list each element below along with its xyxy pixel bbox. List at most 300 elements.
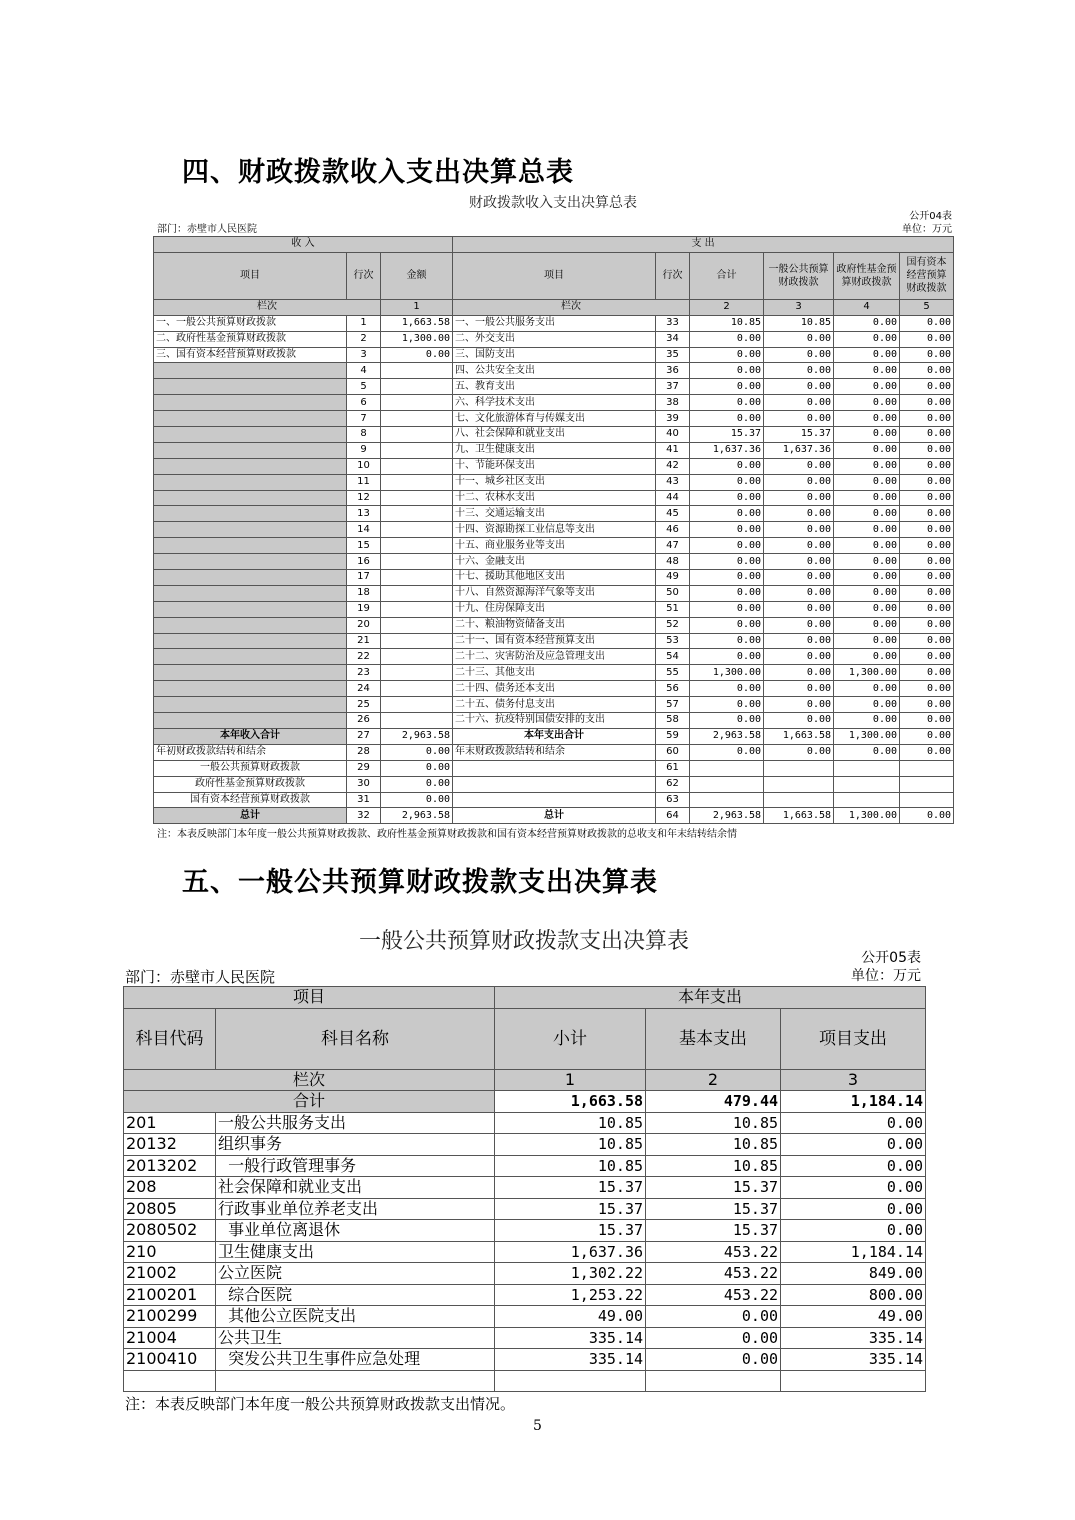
table-row: [154, 713, 954, 729]
table-row: [154, 649, 954, 665]
expense-item: 三、国防支出: [453, 347, 656, 363]
table-row: [154, 395, 954, 411]
basic-value: 453.22: [646, 1241, 781, 1263]
t2-dept: 部门：赤壁市人民医院: [125, 968, 276, 986]
table-row: [154, 554, 954, 570]
project-value: 0.00: [781, 1134, 926, 1156]
income-row-no: 30: [347, 776, 381, 792]
expense-general: 0.00: [764, 617, 834, 633]
t2-total-basic: 479.44: [646, 1091, 781, 1113]
income-item: 年初财政拨款结转和结余: [154, 744, 347, 760]
table-row: [154, 379, 954, 395]
t2-note: 注：本表反映部门本年度一般公共预算财政拨款支出情况。: [125, 1395, 516, 1413]
table-row: [154, 681, 954, 697]
subject-code: 210: [124, 1241, 216, 1263]
income-row-no: 1: [347, 315, 381, 331]
basic-value: 10.85: [646, 1155, 781, 1177]
table-row: [154, 442, 954, 458]
expense-fund: [834, 760, 900, 776]
expense-row-no: 55: [656, 665, 690, 681]
income-row-no: 16: [347, 554, 381, 570]
expense-total: 0.00: [690, 347, 764, 363]
col-total: 合计: [690, 252, 764, 299]
col-general: 一般公共预算财政拨款: [764, 252, 834, 299]
income-row-no: 22: [347, 649, 381, 665]
expense-general: [764, 776, 834, 792]
income-row-no: 15: [347, 538, 381, 554]
expense-total: 0.00: [690, 633, 764, 649]
income-item: [154, 490, 347, 506]
expense-item: 八、社会保障和就业支出: [453, 427, 656, 443]
expense-total: 0.00: [690, 617, 764, 633]
table-row: [154, 792, 954, 808]
income-header: 收 入: [154, 237, 453, 253]
expense-row-no: 49: [656, 570, 690, 586]
expense-general: 0.00: [764, 347, 834, 363]
expense-fund: 0.00: [834, 331, 900, 347]
expense-total: [690, 792, 764, 808]
expense-state: 0.00: [900, 490, 954, 506]
table-row: [154, 427, 954, 443]
expense-row-no: 59: [656, 728, 690, 744]
income-row-no: 24: [347, 681, 381, 697]
income-amount: 2,963.58: [381, 808, 453, 824]
expense-general: 0.00: [764, 585, 834, 601]
table-row: [124, 1155, 926, 1177]
empty-cell: [124, 1370, 216, 1392]
subject-name: 公共卫生: [216, 1327, 495, 1349]
subtotal-value: 335.14: [495, 1349, 646, 1371]
income-amount: [381, 363, 453, 379]
expense-state: 0.00: [900, 728, 954, 744]
expense-general: 0.00: [764, 681, 834, 697]
expense-total: 0.00: [690, 744, 764, 760]
income-row-no: 27: [347, 728, 381, 744]
table-row: [124, 1241, 926, 1263]
subject-code: 208: [124, 1177, 216, 1199]
income-row-no: 26: [347, 713, 381, 729]
income-item: [154, 379, 347, 395]
t2-item-header: 项目: [124, 987, 495, 1009]
income-item: 一、一般公共预算财政拨款: [154, 315, 347, 331]
table-row: [154, 347, 954, 363]
expense-state: 0.00: [900, 681, 954, 697]
expense-fund: 1,300.00: [834, 728, 900, 744]
expense-header: 支 出: [453, 237, 954, 253]
income-row-no: 11: [347, 474, 381, 490]
expense-state: 0.00: [900, 474, 954, 490]
t1-title: 财政拨款收入支出决算总表: [469, 195, 637, 211]
subtotal-value: 335.14: [495, 1327, 646, 1349]
expense-general: 0.00: [764, 665, 834, 681]
t2-col-subtotal: 小计: [495, 1008, 646, 1069]
expense-row-no: 60: [656, 744, 690, 760]
subject-code: 21004: [124, 1327, 216, 1349]
expense-row-no: 57: [656, 697, 690, 713]
income-item: 一般公共预算财政拨款: [154, 760, 347, 776]
income-item: [154, 617, 347, 633]
expense-row-no: 58: [656, 713, 690, 729]
expense-row-no: 47: [656, 538, 690, 554]
expense-item: 十、节能环保支出: [453, 458, 656, 474]
subject-name: 组织事务: [216, 1134, 495, 1156]
income-amount: 0.00: [381, 760, 453, 776]
expense-fund: 0.00: [834, 713, 900, 729]
subtotal-value: 10.85: [495, 1134, 646, 1156]
expense-item: 七、文化旅游体育与传媒支出: [453, 411, 656, 427]
subtotal-value: 15.37: [495, 1220, 646, 1242]
income-amount: [381, 713, 453, 729]
expense-state: 0.00: [900, 458, 954, 474]
table-row: [124, 1198, 926, 1220]
expense-general: [764, 760, 834, 776]
expense-general: 10.85: [764, 315, 834, 331]
expense-item: 十五、商业服务业等支出: [453, 538, 656, 554]
expense-row-no: 52: [656, 617, 690, 633]
table-row: [154, 776, 954, 792]
expense-item: 二十四、债务还本支出: [453, 681, 656, 697]
expense-fund: 1,300.00: [834, 808, 900, 824]
expense-state: 0.00: [900, 570, 954, 586]
subject-code: 20805: [124, 1198, 216, 1220]
col-row2: 行次: [656, 252, 690, 299]
expense-total: 0.00: [690, 474, 764, 490]
t2-index-2: 2: [646, 1069, 781, 1091]
expense-general: 0.00: [764, 570, 834, 586]
expense-item: 十一、城乡社区支出: [453, 474, 656, 490]
t2-total-label: 合计: [124, 1091, 495, 1113]
expense-total: 0.00: [690, 490, 764, 506]
t2-index-1: 1: [495, 1069, 646, 1091]
expense-general: 0.00: [764, 713, 834, 729]
income-item: [154, 442, 347, 458]
income-amount: [381, 665, 453, 681]
expense-row-no: 56: [656, 681, 690, 697]
expense-general: 0.00: [764, 697, 834, 713]
col-amount: 金额: [381, 252, 453, 299]
expense-state: 0.00: [900, 585, 954, 601]
project-value: 1,184.14: [781, 1241, 926, 1263]
table-row: [124, 1370, 926, 1392]
income-item: [154, 713, 347, 729]
expense-state: 0.00: [900, 697, 954, 713]
t2-year-header: 本年支出: [495, 987, 926, 1009]
expense-row-no: 64: [656, 808, 690, 824]
expense-row-no: 36: [656, 363, 690, 379]
expense-item: 九、卫生健康支出: [453, 442, 656, 458]
income-item: [154, 601, 347, 617]
expense-state: 0.00: [900, 331, 954, 347]
expense-general: [764, 792, 834, 808]
basic-value: 10.85: [646, 1112, 781, 1134]
section4-heading: 四、财政拨款收入支出决算总表: [182, 157, 574, 188]
t2-col-project: 项目支出: [781, 1008, 926, 1069]
expense-fund: 0.00: [834, 315, 900, 331]
income-row-no: 7: [347, 411, 381, 427]
expense-general: 0.00: [764, 744, 834, 760]
expense-total: 0.00: [690, 538, 764, 554]
expense-state: 0.00: [900, 554, 954, 570]
expense-general: 0.00: [764, 601, 834, 617]
expense-row-no: 48: [656, 554, 690, 570]
expense-row-no: 54: [656, 649, 690, 665]
expense-state: [900, 760, 954, 776]
t1-dept: 部门：赤壁市人民医院: [157, 224, 257, 235]
income-row-no: 14: [347, 522, 381, 538]
expense-row-no: 41: [656, 442, 690, 458]
income-row-no: 32: [347, 808, 381, 824]
expense-row-no: 42: [656, 458, 690, 474]
table-row: [124, 1134, 926, 1156]
table-row: [124, 1263, 926, 1285]
expense-item: 一、一般公共服务支出: [453, 315, 656, 331]
basic-value: 453.22: [646, 1263, 781, 1285]
expense-state: 0.00: [900, 649, 954, 665]
subtotal-value: 10.85: [495, 1155, 646, 1177]
expense-fund: 0.00: [834, 697, 900, 713]
subject-name: 行政事业单位养老支出: [216, 1198, 495, 1220]
subject-code: 2100299: [124, 1306, 216, 1328]
income-amount: 1,300.00: [381, 331, 453, 347]
expense-fund: 0.00: [834, 601, 900, 617]
income-amount: [381, 633, 453, 649]
table-row: [154, 411, 954, 427]
income-item: 国有资本经营预算财政拨款: [154, 792, 347, 808]
basic-value: 0.00: [646, 1306, 781, 1328]
basic-value: 10.85: [646, 1134, 781, 1156]
expense-item: 十七、援助其他地区支出: [453, 570, 656, 586]
table-row: [124, 1284, 926, 1306]
table-row: [154, 570, 954, 586]
income-item: [154, 633, 347, 649]
expense-total: 0.00: [690, 570, 764, 586]
project-value: 0.00: [781, 1198, 926, 1220]
expense-item: 四、公共安全支出: [453, 363, 656, 379]
expense-general: 15.37: [764, 427, 834, 443]
expense-state: 0.00: [900, 538, 954, 554]
income-amount: [381, 570, 453, 586]
expense-row-no: 53: [656, 633, 690, 649]
income-amount: [381, 554, 453, 570]
expense-fund: 0.00: [834, 617, 900, 633]
expense-state: 0.00: [900, 713, 954, 729]
t2-unit: 单位：万元: [851, 968, 921, 984]
expense-fund: 0.00: [834, 506, 900, 522]
expense-fund: 0.00: [834, 458, 900, 474]
income-row-no: 3: [347, 347, 381, 363]
income-item: [154, 474, 347, 490]
subject-name: 综合医院: [216, 1284, 495, 1306]
subject-name: 社会保障和就业支出: [216, 1177, 495, 1199]
table-row: [154, 808, 954, 824]
income-row-no: 18: [347, 585, 381, 601]
expense-item: [453, 776, 656, 792]
expense-fund: 0.00: [834, 681, 900, 697]
t2-total-subtotal: 1,663.58: [495, 1091, 646, 1113]
table-row: [124, 1306, 926, 1328]
income-amount: [381, 506, 453, 522]
page-number: 5: [533, 1418, 542, 1434]
income-row-no: 6: [347, 395, 381, 411]
expense-item: 本年支出合计: [453, 728, 656, 744]
table-row: [124, 1349, 926, 1371]
t1-unit: 单位：万元: [902, 224, 952, 235]
income-amount: [381, 458, 453, 474]
expense-item: 十二、农林水支出: [453, 490, 656, 506]
income-amount: 0.00: [381, 776, 453, 792]
table-row: [124, 1112, 926, 1134]
expense-fund: 0.00: [834, 649, 900, 665]
subtotal-value: 49.00: [495, 1306, 646, 1328]
expense-general: 0.00: [764, 490, 834, 506]
expense-row-no: 37: [656, 379, 690, 395]
expense-general: 0.00: [764, 363, 834, 379]
table-row: [154, 665, 954, 681]
subtotal-value: 1,637.36: [495, 1241, 646, 1263]
expense-total: [690, 776, 764, 792]
expense-fund: 0.00: [834, 347, 900, 363]
table-row: [124, 1327, 926, 1349]
expense-fund: 0.00: [834, 395, 900, 411]
expense-item: 二、外交支出: [453, 331, 656, 347]
expense-fund: 0.00: [834, 474, 900, 490]
table-row: [154, 315, 954, 331]
expense-row-no: 38: [656, 395, 690, 411]
expense-row-no: 45: [656, 506, 690, 522]
expense-total: 10.85: [690, 315, 764, 331]
expense-state: 0.00: [900, 442, 954, 458]
empty-cell: [216, 1370, 495, 1392]
expense-total: 0.00: [690, 506, 764, 522]
income-row-no: 31: [347, 792, 381, 808]
expense-general: 0.00: [764, 554, 834, 570]
expense-state: [900, 792, 954, 808]
table-row: [154, 522, 954, 538]
expense-total: 0.00: [690, 697, 764, 713]
income-amount: 0.00: [381, 744, 453, 760]
basic-value: 0.00: [646, 1349, 781, 1371]
income-row-no: 20: [347, 617, 381, 633]
t1-note: 注：本表反映部门本年度一般公共预算财政拨款、政府性基金预算财政拨款和国有资本经营预算财政拨款的总收支和年末结转结余情: [157, 829, 737, 840]
t2-form-no: 公开05表: [861, 950, 921, 966]
expense-fund: 0.00: [834, 427, 900, 443]
col-index-label: 栏次: [154, 299, 381, 315]
empty-cell: [781, 1370, 926, 1392]
income-row-no: 29: [347, 760, 381, 776]
expense-row-no: 39: [656, 411, 690, 427]
project-value: 849.00: [781, 1263, 926, 1285]
fiscal-summary-table: [153, 236, 954, 824]
subject-name: 一般行政管理事务: [216, 1155, 495, 1177]
t2-total-project: 1,184.14: [781, 1091, 926, 1113]
expense-row-no: 40: [656, 427, 690, 443]
subject-name: 一般公共服务支出: [216, 1112, 495, 1134]
expense-state: 0.00: [900, 601, 954, 617]
income-amount: [381, 538, 453, 554]
income-amount: [381, 681, 453, 697]
expense-total: 0.00: [690, 379, 764, 395]
subject-code: 20132: [124, 1134, 216, 1156]
income-item: [154, 554, 347, 570]
expense-general: 0.00: [764, 474, 834, 490]
t2-title: 一般公共预算财政拨款支出决算表: [358, 929, 689, 954]
expense-total: 2,963.58: [690, 728, 764, 744]
expense-total: 0.00: [690, 363, 764, 379]
expense-total: 0.00: [690, 601, 764, 617]
expense-state: 0.00: [900, 315, 954, 331]
expense-general: 0.00: [764, 458, 834, 474]
income-item: [154, 395, 347, 411]
income-item: [154, 681, 347, 697]
expense-total: 0.00: [690, 522, 764, 538]
col-index-4: 4: [834, 299, 900, 315]
table-row: [154, 744, 954, 760]
expense-row-no: 63: [656, 792, 690, 808]
expense-item: 二十三、其他支出: [453, 665, 656, 681]
project-value: 0.00: [781, 1112, 926, 1134]
general-budget-expense-table: [123, 986, 926, 1392]
table-row: [154, 617, 954, 633]
expense-general: 0.00: [764, 379, 834, 395]
expense-state: 0.00: [900, 379, 954, 395]
income-row-no: 8: [347, 427, 381, 443]
expense-row-no: 35: [656, 347, 690, 363]
subject-code: 2080502: [124, 1220, 216, 1242]
expense-general: 0.00: [764, 506, 834, 522]
expense-item: [453, 792, 656, 808]
expense-row-no: 44: [656, 490, 690, 506]
expense-item: 十四、资源勘探工业信息等支出: [453, 522, 656, 538]
expense-fund: 0.00: [834, 554, 900, 570]
t1-form-no: 公开04表: [909, 211, 952, 222]
expense-row-no: 46: [656, 522, 690, 538]
subtotal-value: 10.85: [495, 1112, 646, 1134]
income-item: [154, 570, 347, 586]
income-item: 本年收入合计: [154, 728, 347, 744]
project-value: 800.00: [781, 1284, 926, 1306]
table-row: [154, 697, 954, 713]
income-item: [154, 522, 347, 538]
income-item: [154, 585, 347, 601]
expense-state: 0.00: [900, 363, 954, 379]
col-index-label2: 栏次: [453, 299, 690, 315]
expense-item: 十六、金融支出: [453, 554, 656, 570]
expense-fund: 0.00: [834, 442, 900, 458]
expense-fund: 0.00: [834, 522, 900, 538]
basic-value: 15.37: [646, 1177, 781, 1199]
expense-item: 十八、自然资源海洋气象等支出: [453, 585, 656, 601]
col-index-3: 3: [764, 299, 834, 315]
expense-item: 二十五、债务付息支出: [453, 697, 656, 713]
income-item: 政府性基金预算财政拨款: [154, 776, 347, 792]
income-amount: [381, 649, 453, 665]
t2-col-code: 科目代码: [124, 1008, 216, 1069]
income-amount: [381, 474, 453, 490]
income-amount: [381, 427, 453, 443]
table-row: [154, 633, 954, 649]
t2-index-3: 3: [781, 1069, 926, 1091]
project-value: 0.00: [781, 1220, 926, 1242]
col-index-5: 5: [900, 299, 954, 315]
basic-value: 15.37: [646, 1198, 781, 1220]
col-item: 项目: [154, 252, 347, 299]
expense-item: 总计: [453, 808, 656, 824]
expense-row-no: 50: [656, 585, 690, 601]
income-amount: 0.00: [381, 792, 453, 808]
income-item: [154, 649, 347, 665]
subject-code: 2100410: [124, 1349, 216, 1371]
subtotal-value: 1,302.22: [495, 1263, 646, 1285]
